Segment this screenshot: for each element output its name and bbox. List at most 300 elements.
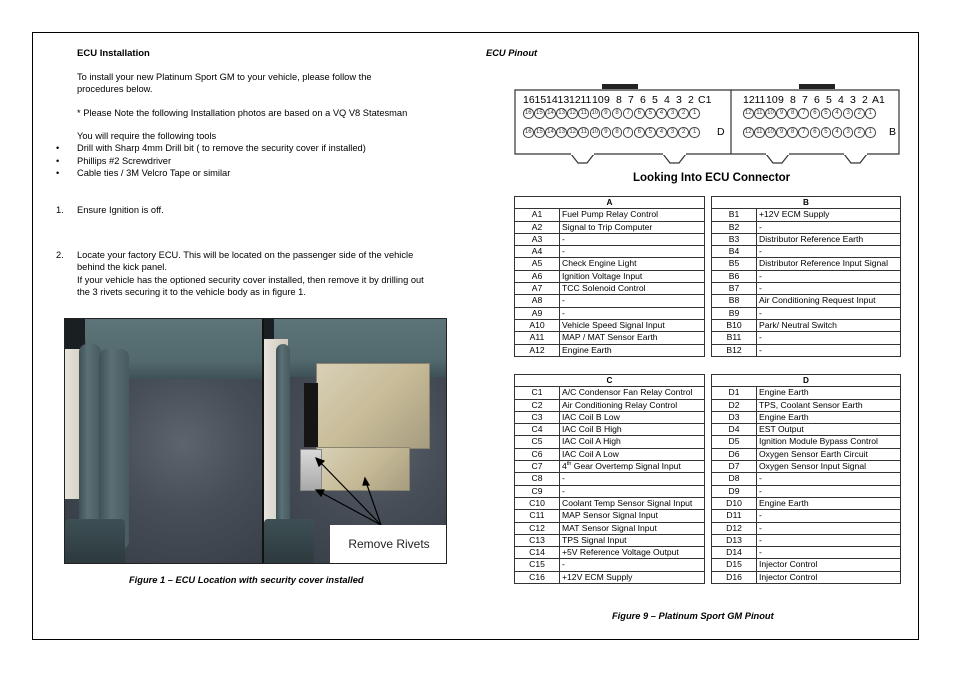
pin-function: Injector Control bbox=[757, 571, 901, 583]
pin-id: D11 bbox=[712, 510, 757, 522]
pin-function: Distributor Reference Earth bbox=[757, 233, 901, 245]
pin-icon: 7 bbox=[798, 127, 809, 138]
table-row bbox=[712, 473, 901, 485]
step-number: 2. bbox=[56, 250, 64, 260]
pin-number: 11 bbox=[580, 94, 592, 106]
table-row bbox=[712, 399, 901, 411]
pin-id: A5 bbox=[515, 258, 560, 270]
pin-number: 9 bbox=[604, 94, 610, 106]
pin-icon: 7 bbox=[623, 108, 634, 119]
pin-number: 5 bbox=[652, 94, 658, 106]
pin-function: Engine Earth bbox=[757, 497, 901, 509]
table-row bbox=[515, 436, 705, 448]
row-letter-b: B bbox=[889, 126, 897, 138]
pin-id: D15 bbox=[712, 559, 757, 571]
pin-id: C2 bbox=[515, 399, 560, 411]
pin-icon: 3 bbox=[667, 127, 678, 138]
pin-id: B3 bbox=[712, 233, 757, 245]
pin-function: Ignition Module Bypass Control bbox=[757, 436, 901, 448]
pin-id: D14 bbox=[712, 547, 757, 559]
pin-icon: 4 bbox=[656, 108, 667, 119]
pin-function: - bbox=[560, 307, 705, 319]
pin-function: - bbox=[757, 485, 901, 497]
figure-9-caption: Figure 9 – Platinum Sport GM Pinout bbox=[612, 611, 774, 621]
tool-item bbox=[56, 167, 366, 180]
pin-number: 16 bbox=[523, 94, 535, 106]
pin-id: C15 bbox=[515, 559, 560, 571]
pinout-table-a bbox=[514, 196, 705, 357]
pinout-heading: ECU Pinout bbox=[486, 48, 538, 58]
pin-icon: 10 bbox=[765, 127, 776, 138]
pin-number: 9 bbox=[778, 94, 784, 106]
pin-icon: 2 bbox=[854, 127, 865, 138]
table-row bbox=[712, 571, 901, 583]
pin-id: D12 bbox=[712, 522, 757, 534]
table-row bbox=[712, 559, 901, 571]
pin-function: +5V Reference Voltage Output bbox=[560, 547, 705, 559]
pin-function: Park/ Neutral Switch bbox=[757, 319, 901, 331]
table-row bbox=[712, 424, 901, 436]
table-row bbox=[712, 497, 901, 509]
table-row bbox=[712, 448, 901, 460]
table-row bbox=[515, 473, 705, 485]
intro-paragraph bbox=[77, 71, 372, 96]
pin-id: B1 bbox=[712, 209, 757, 221]
pin-icon: 2 bbox=[678, 127, 689, 138]
pin-id: C9 bbox=[515, 485, 560, 497]
table-header: B bbox=[712, 197, 901, 209]
pin-icon: 9 bbox=[776, 108, 787, 119]
step-text: behind the kick panel. bbox=[77, 262, 167, 273]
pin-number: 13 bbox=[557, 94, 570, 106]
pin-icon: 12 bbox=[567, 127, 578, 138]
pin-function: Air Conditioning Relay Control bbox=[560, 399, 705, 411]
pin-id: B12 bbox=[712, 344, 757, 356]
pin-id: C12 bbox=[515, 522, 560, 534]
pin-id: A4 bbox=[515, 246, 560, 258]
pin-icon: 6 bbox=[810, 127, 821, 138]
connector-a-pins bbox=[743, 108, 876, 119]
pin-id: A12 bbox=[515, 344, 560, 356]
pin-id: B6 bbox=[712, 270, 757, 282]
pin-number: 6 bbox=[640, 94, 646, 106]
pin-icon: 16 bbox=[523, 127, 534, 138]
pin-icon: 1 bbox=[689, 108, 700, 119]
tools-list bbox=[56, 142, 366, 180]
pin-id: C16 bbox=[515, 571, 560, 583]
pin-id: D8 bbox=[712, 473, 757, 485]
table-row bbox=[712, 411, 901, 423]
pin-number: 15 bbox=[534, 94, 547, 106]
table-row bbox=[515, 233, 705, 245]
step-text: the 3 rivets securing it to the vehicle body as in figure 1. bbox=[77, 286, 306, 297]
remove-rivets-label: Remove Rivets bbox=[330, 525, 447, 563]
pin-number: 2 bbox=[688, 94, 694, 106]
pin-number: 3 bbox=[850, 94, 856, 106]
pin-function: TPS, Coolant Sensor Earth bbox=[757, 399, 901, 411]
table-row bbox=[515, 344, 705, 356]
pin-function: Ignition Voltage Input bbox=[560, 270, 705, 282]
pin-icon: 5 bbox=[645, 108, 656, 119]
pin-id: D3 bbox=[712, 411, 757, 423]
tool-text: Cable ties / 3M Velcro Tape or similar bbox=[77, 168, 231, 178]
pin-id: C4 bbox=[515, 424, 560, 436]
pin-function: Check Engine Light bbox=[560, 258, 705, 270]
pin-id: A11 bbox=[515, 332, 560, 344]
pin-id: D13 bbox=[712, 534, 757, 546]
table-row bbox=[515, 534, 705, 546]
tools-intro: You will require the following tools bbox=[77, 131, 217, 141]
pin-id: C3 bbox=[515, 411, 560, 423]
table-row bbox=[712, 258, 901, 270]
connector-title: Looking Into ECU Connector bbox=[633, 172, 791, 184]
table-row bbox=[515, 283, 705, 295]
table-row bbox=[515, 522, 705, 534]
pin-id: C8 bbox=[515, 473, 560, 485]
pin-number: 7 bbox=[802, 94, 808, 106]
pin-icon: 12 bbox=[567, 108, 578, 119]
pin-id: B9 bbox=[712, 307, 757, 319]
pin-icon: 8 bbox=[612, 127, 623, 138]
table-header: C bbox=[515, 375, 705, 387]
pin-id: A3 bbox=[515, 233, 560, 245]
pin-number: 3 bbox=[676, 94, 682, 106]
pin-function: Coolant Temp Sensor Signal Input bbox=[560, 497, 705, 509]
table-row bbox=[515, 485, 705, 497]
table-row bbox=[515, 270, 705, 282]
pin-id: D1 bbox=[712, 387, 757, 399]
pin-icon: 7 bbox=[798, 108, 809, 119]
pin-icon: 1 bbox=[865, 127, 876, 138]
pin-function: Engine Earth bbox=[560, 344, 705, 356]
pin-function: - bbox=[757, 534, 901, 546]
pin-icon: 11 bbox=[754, 108, 765, 119]
pin-id: D4 bbox=[712, 424, 757, 436]
table-row bbox=[515, 411, 705, 423]
pin-id: C1 bbox=[515, 387, 560, 399]
table-row bbox=[515, 387, 705, 399]
pin-icon: 5 bbox=[821, 127, 832, 138]
pin-icon: 4 bbox=[832, 108, 843, 119]
pin-icon: 6 bbox=[634, 127, 645, 138]
pin-number: 8 bbox=[790, 94, 796, 106]
bullet-icon: • bbox=[56, 168, 60, 178]
table-row bbox=[712, 307, 901, 319]
pin-id: D2 bbox=[712, 399, 757, 411]
pin-id: D6 bbox=[712, 448, 757, 460]
bullet-icon: • bbox=[56, 155, 60, 166]
pin-icon: 11 bbox=[578, 127, 589, 138]
step-2 bbox=[56, 249, 424, 298]
photo-note: * Please Note the following Installation photos are based on a VQ V8 Statesman bbox=[77, 108, 408, 118]
pin-function: MAP / MAT Sensor Earth bbox=[560, 332, 705, 344]
photo-kick-panel-before bbox=[65, 319, 262, 563]
connector-d-pins bbox=[523, 127, 700, 138]
connector-cd-numbers bbox=[523, 94, 711, 106]
table-row bbox=[515, 510, 705, 522]
pin-function: +12V ECM Supply bbox=[560, 571, 705, 583]
pin-function: - bbox=[757, 221, 901, 233]
tool-text: Phillips #2 Screwdriver bbox=[77, 155, 172, 166]
pin-function: Vehicle Speed Signal Input bbox=[560, 319, 705, 331]
pin-function: A/C Condensor Fan Relay Control bbox=[560, 387, 705, 399]
step-text: Locate your factory ECU. This will be located on the passenger side of the vehicle bbox=[77, 250, 414, 260]
table-row bbox=[515, 246, 705, 258]
pin-id: B4 bbox=[712, 246, 757, 258]
pin-function: - bbox=[560, 485, 705, 497]
pin-function: - bbox=[560, 246, 705, 258]
table-row bbox=[712, 344, 901, 356]
pin-function: - bbox=[757, 473, 901, 485]
pin-id: C7 bbox=[515, 461, 560, 473]
tool-item bbox=[56, 155, 366, 168]
pin-number: C1 bbox=[698, 94, 712, 106]
pin-id: A2 bbox=[515, 221, 560, 233]
pin-function: MAT Sensor Signal Input bbox=[560, 522, 705, 534]
step-text: If your vehicle has the optioned security cover installed, then remove it by drilling out bbox=[77, 274, 424, 285]
pin-number: 10 bbox=[766, 94, 778, 106]
table-row bbox=[712, 522, 901, 534]
intro-line: To install your new Platinum Sport GM to your vehicle, please follow the bbox=[77, 72, 372, 82]
pin-number: 11 bbox=[754, 94, 766, 106]
pin-number: 4 bbox=[664, 94, 670, 106]
pin-function: IAC Coil B Low bbox=[560, 411, 705, 423]
photo-security-cover bbox=[264, 319, 447, 563]
pin-icon: 11 bbox=[578, 108, 589, 119]
table-row bbox=[515, 461, 705, 473]
table-row bbox=[712, 547, 901, 559]
step-1 bbox=[56, 204, 164, 216]
pin-icon: 11 bbox=[754, 127, 765, 138]
pin-id: A1 bbox=[515, 209, 560, 221]
pinout-table-c bbox=[514, 374, 705, 584]
table-row bbox=[515, 547, 705, 559]
installation-heading: ECU Installation bbox=[77, 48, 150, 59]
pin-id: C10 bbox=[515, 497, 560, 509]
pin-function: - bbox=[560, 233, 705, 245]
pin-number: 12 bbox=[743, 94, 755, 106]
pinout-table-d bbox=[711, 374, 901, 584]
table-row bbox=[515, 221, 705, 233]
table-header: A bbox=[515, 197, 705, 209]
pin-function: - bbox=[757, 283, 901, 295]
pin-icon: 4 bbox=[656, 127, 667, 138]
pin-icon: 1 bbox=[865, 108, 876, 119]
connector-ab-numbers bbox=[743, 94, 885, 106]
pin-number: 8 bbox=[616, 94, 622, 106]
figure-1-photos bbox=[64, 318, 447, 564]
pin-id: B10 bbox=[712, 319, 757, 331]
intro-line: procedures below. bbox=[77, 84, 153, 95]
pin-function: IAC Coil A High bbox=[560, 436, 705, 448]
table-row bbox=[712, 319, 901, 331]
pin-id: A9 bbox=[515, 307, 560, 319]
tool-item bbox=[56, 142, 366, 155]
pin-icon: 9 bbox=[776, 127, 787, 138]
pin-function: - bbox=[757, 270, 901, 282]
pin-number: 4 bbox=[838, 94, 844, 106]
pin-function: IAC Coil A Low bbox=[560, 448, 705, 460]
pin-function: - bbox=[560, 559, 705, 571]
pin-icon: 10 bbox=[590, 108, 601, 119]
pin-function: Engine Earth bbox=[757, 387, 901, 399]
pin-id: A6 bbox=[515, 270, 560, 282]
tool-text: Drill with Sharp 4mm Drill bit ( to remove the security cover if installed) bbox=[77, 143, 366, 153]
pin-icon: 12 bbox=[743, 108, 754, 119]
table-row bbox=[712, 387, 901, 399]
row-letter-d: D bbox=[717, 126, 725, 138]
pin-id: A8 bbox=[515, 295, 560, 307]
table-row bbox=[515, 497, 705, 509]
pin-function: +12V ECM Supply bbox=[757, 209, 901, 221]
table-row bbox=[515, 258, 705, 270]
pin-icon: 10 bbox=[590, 127, 601, 138]
pin-id: C5 bbox=[515, 436, 560, 448]
pin-icon: 3 bbox=[843, 108, 854, 119]
pin-function: IAC Coil B High bbox=[560, 424, 705, 436]
connector-b-pins bbox=[743, 127, 876, 138]
pin-id: B8 bbox=[712, 295, 757, 307]
connector-c-pins bbox=[523, 108, 700, 119]
pin-icon: 15 bbox=[534, 127, 545, 138]
pin-icon: 1 bbox=[689, 127, 700, 138]
pin-icon: 3 bbox=[843, 127, 854, 138]
pin-icon: 9 bbox=[601, 127, 612, 138]
pin-icon: 7 bbox=[623, 127, 634, 138]
pin-icon: 6 bbox=[810, 108, 821, 119]
table-row bbox=[712, 332, 901, 344]
pin-function: - bbox=[757, 510, 901, 522]
table-header: D bbox=[712, 375, 901, 387]
table-row bbox=[712, 534, 901, 546]
table-row bbox=[515, 559, 705, 571]
table-row bbox=[712, 233, 901, 245]
pin-id: B11 bbox=[712, 332, 757, 344]
pin-icon: 9 bbox=[601, 108, 612, 119]
pin-function: Oxygen Sensor Earth Circuit bbox=[757, 448, 901, 460]
table-row bbox=[712, 295, 901, 307]
pin-icon: 13 bbox=[556, 127, 567, 138]
table-row bbox=[515, 332, 705, 344]
bullet-icon: • bbox=[56, 143, 60, 153]
step-text: Ensure Ignition is off. bbox=[77, 205, 164, 215]
pin-function: - bbox=[757, 547, 901, 559]
pin-function: - bbox=[560, 295, 705, 307]
pin-icon: 6 bbox=[634, 108, 645, 119]
pin-number: A1 bbox=[872, 94, 885, 106]
pin-icon: 10 bbox=[765, 108, 776, 119]
pin-id: B7 bbox=[712, 283, 757, 295]
table-row bbox=[712, 461, 901, 473]
pin-icon: 14 bbox=[545, 127, 556, 138]
pin-number: 2 bbox=[862, 94, 868, 106]
pin-function: - bbox=[757, 246, 901, 258]
figure-1-caption: Figure 1 – ECU Location with security cover installed bbox=[129, 575, 364, 585]
table-row bbox=[515, 399, 705, 411]
pin-function: TPS Signal Input bbox=[560, 534, 705, 546]
table-row bbox=[712, 270, 901, 282]
table-row bbox=[515, 448, 705, 460]
pin-function: Engine Earth bbox=[757, 411, 901, 423]
pin-icon: 3 bbox=[667, 108, 678, 119]
pin-id: D5 bbox=[712, 436, 757, 448]
pin-function: - bbox=[757, 307, 901, 319]
pin-icon: 8 bbox=[787, 108, 798, 119]
pin-number: 14 bbox=[546, 94, 558, 106]
pin-number: 5 bbox=[826, 94, 832, 106]
pin-id: A7 bbox=[515, 283, 560, 295]
step-number: 1. bbox=[56, 205, 64, 215]
pin-id: D10 bbox=[712, 497, 757, 509]
pin-icon: 16 bbox=[523, 108, 534, 119]
pin-icon: 15 bbox=[534, 108, 545, 119]
pin-function: - bbox=[757, 332, 901, 344]
pin-function: Signal to Trip Computer bbox=[560, 221, 705, 233]
pin-icon: 2 bbox=[678, 108, 689, 119]
ecu-connector-diagram bbox=[514, 84, 900, 164]
pin-function: - bbox=[560, 473, 705, 485]
pin-number: 12 bbox=[569, 94, 581, 106]
table-row bbox=[515, 307, 705, 319]
pin-id: C13 bbox=[515, 534, 560, 546]
pin-number: 7 bbox=[628, 94, 634, 106]
pin-icon: 13 bbox=[556, 108, 567, 119]
table-row bbox=[712, 283, 901, 295]
table-row bbox=[712, 510, 901, 522]
pin-id: D16 bbox=[712, 571, 757, 583]
pin-function: - bbox=[757, 522, 901, 534]
pin-id: C14 bbox=[515, 547, 560, 559]
table-row bbox=[712, 221, 901, 233]
pin-icon: 12 bbox=[743, 127, 754, 138]
pin-id: D9 bbox=[712, 485, 757, 497]
pin-icon: 2 bbox=[854, 108, 865, 119]
table-row bbox=[712, 485, 901, 497]
table-row bbox=[712, 246, 901, 258]
table-row bbox=[515, 424, 705, 436]
pin-id: A10 bbox=[515, 319, 560, 331]
pin-icon: 5 bbox=[821, 108, 832, 119]
pin-function: MAP Sensor Signal Input bbox=[560, 510, 705, 522]
pin-function: Oxygen Sensor Input Signal bbox=[757, 461, 901, 473]
table-row bbox=[515, 209, 705, 221]
pin-number: 6 bbox=[814, 94, 820, 106]
table-row bbox=[515, 319, 705, 331]
table-row bbox=[515, 571, 705, 583]
pin-id: C6 bbox=[515, 448, 560, 460]
pin-function: 4th Gear Overtemp Signal Input bbox=[560, 461, 705, 473]
pin-id: B2 bbox=[712, 221, 757, 233]
pin-function: Injector Control bbox=[757, 559, 901, 571]
table-row bbox=[515, 295, 705, 307]
pin-icon: 8 bbox=[612, 108, 623, 119]
pin-function: EST Output bbox=[757, 424, 901, 436]
pin-id: B5 bbox=[712, 258, 757, 270]
pin-id: D7 bbox=[712, 461, 757, 473]
pin-id: C11 bbox=[515, 510, 560, 522]
pin-function: TCC Solenoid Control bbox=[560, 283, 705, 295]
pin-function: Distributor Reference Input Signal bbox=[757, 258, 901, 270]
pinout-table-b bbox=[711, 196, 901, 357]
table-row bbox=[712, 209, 901, 221]
pin-icon: 5 bbox=[645, 127, 656, 138]
pin-icon: 8 bbox=[787, 127, 798, 138]
pin-icon: 14 bbox=[545, 108, 556, 119]
pin-function: - bbox=[757, 344, 901, 356]
pin-number: 10 bbox=[592, 94, 604, 106]
pin-function: Fuel Pump Relay Control bbox=[560, 209, 705, 221]
pin-function: Air Conditioning Request Input bbox=[757, 295, 901, 307]
